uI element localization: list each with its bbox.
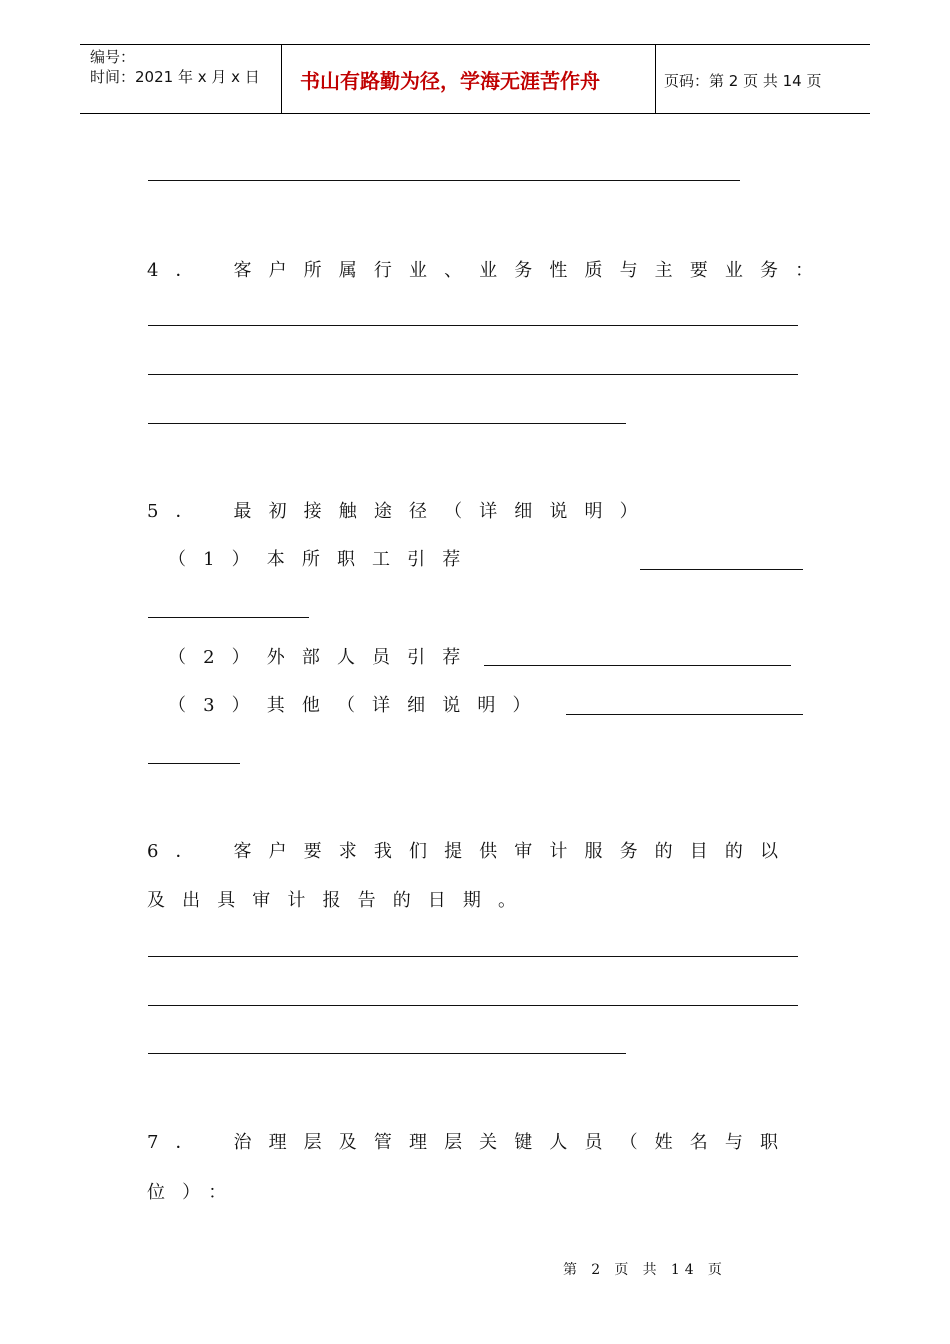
question-4: 4． 客户所属行业、业务性质与主要业务：	[147, 260, 831, 281]
header-top-rule	[80, 44, 870, 45]
question-7-line2: 位）：	[147, 1182, 244, 1203]
question-7-line1: 7． 治理层及管理层关键人员（姓名与职	[147, 1132, 796, 1153]
question-6-line1: 6． 客户要求我们提供审计服务的目的以	[147, 841, 796, 862]
answer-line[interactable]	[148, 1005, 798, 1006]
answer-line[interactable]	[640, 569, 803, 570]
answer-line[interactable]	[148, 763, 240, 764]
header-motto: 书山有路勤为径，学海无涯苦作舟	[300, 69, 600, 93]
question-5: 5． 最初接触途径（详细说明）	[147, 501, 655, 522]
header-divider-left	[281, 44, 282, 113]
answer-line[interactable]	[148, 956, 798, 957]
option-3-other: （3）其他（详细说明）	[168, 695, 548, 716]
header-divider-right	[655, 44, 656, 113]
header-page-info: 页码：第 2 页 共 14 页	[664, 72, 822, 90]
answer-line[interactable]	[148, 423, 626, 424]
answer-line[interactable]	[148, 180, 740, 181]
question-6-line2: 及出具审计报告的日期。	[147, 890, 534, 911]
answer-line[interactable]	[484, 665, 791, 666]
answer-line[interactable]	[148, 374, 798, 375]
answer-line[interactable]	[148, 1053, 626, 1054]
header-time-label: 时间：2021 年 x 月 x 日	[90, 68, 260, 86]
option-1-staff-referral: （1）本所职工引荐	[168, 549, 478, 570]
header-bottom-rule	[80, 113, 870, 114]
answer-line[interactable]	[148, 325, 798, 326]
page-footer: 第 2 页 共 14 页	[563, 1262, 727, 1278]
header-number-label: 编号：	[90, 48, 136, 66]
answer-line[interactable]	[566, 714, 803, 715]
answer-line[interactable]	[148, 617, 309, 618]
option-2-external-referral: （2）外部人员引荐	[168, 647, 478, 668]
